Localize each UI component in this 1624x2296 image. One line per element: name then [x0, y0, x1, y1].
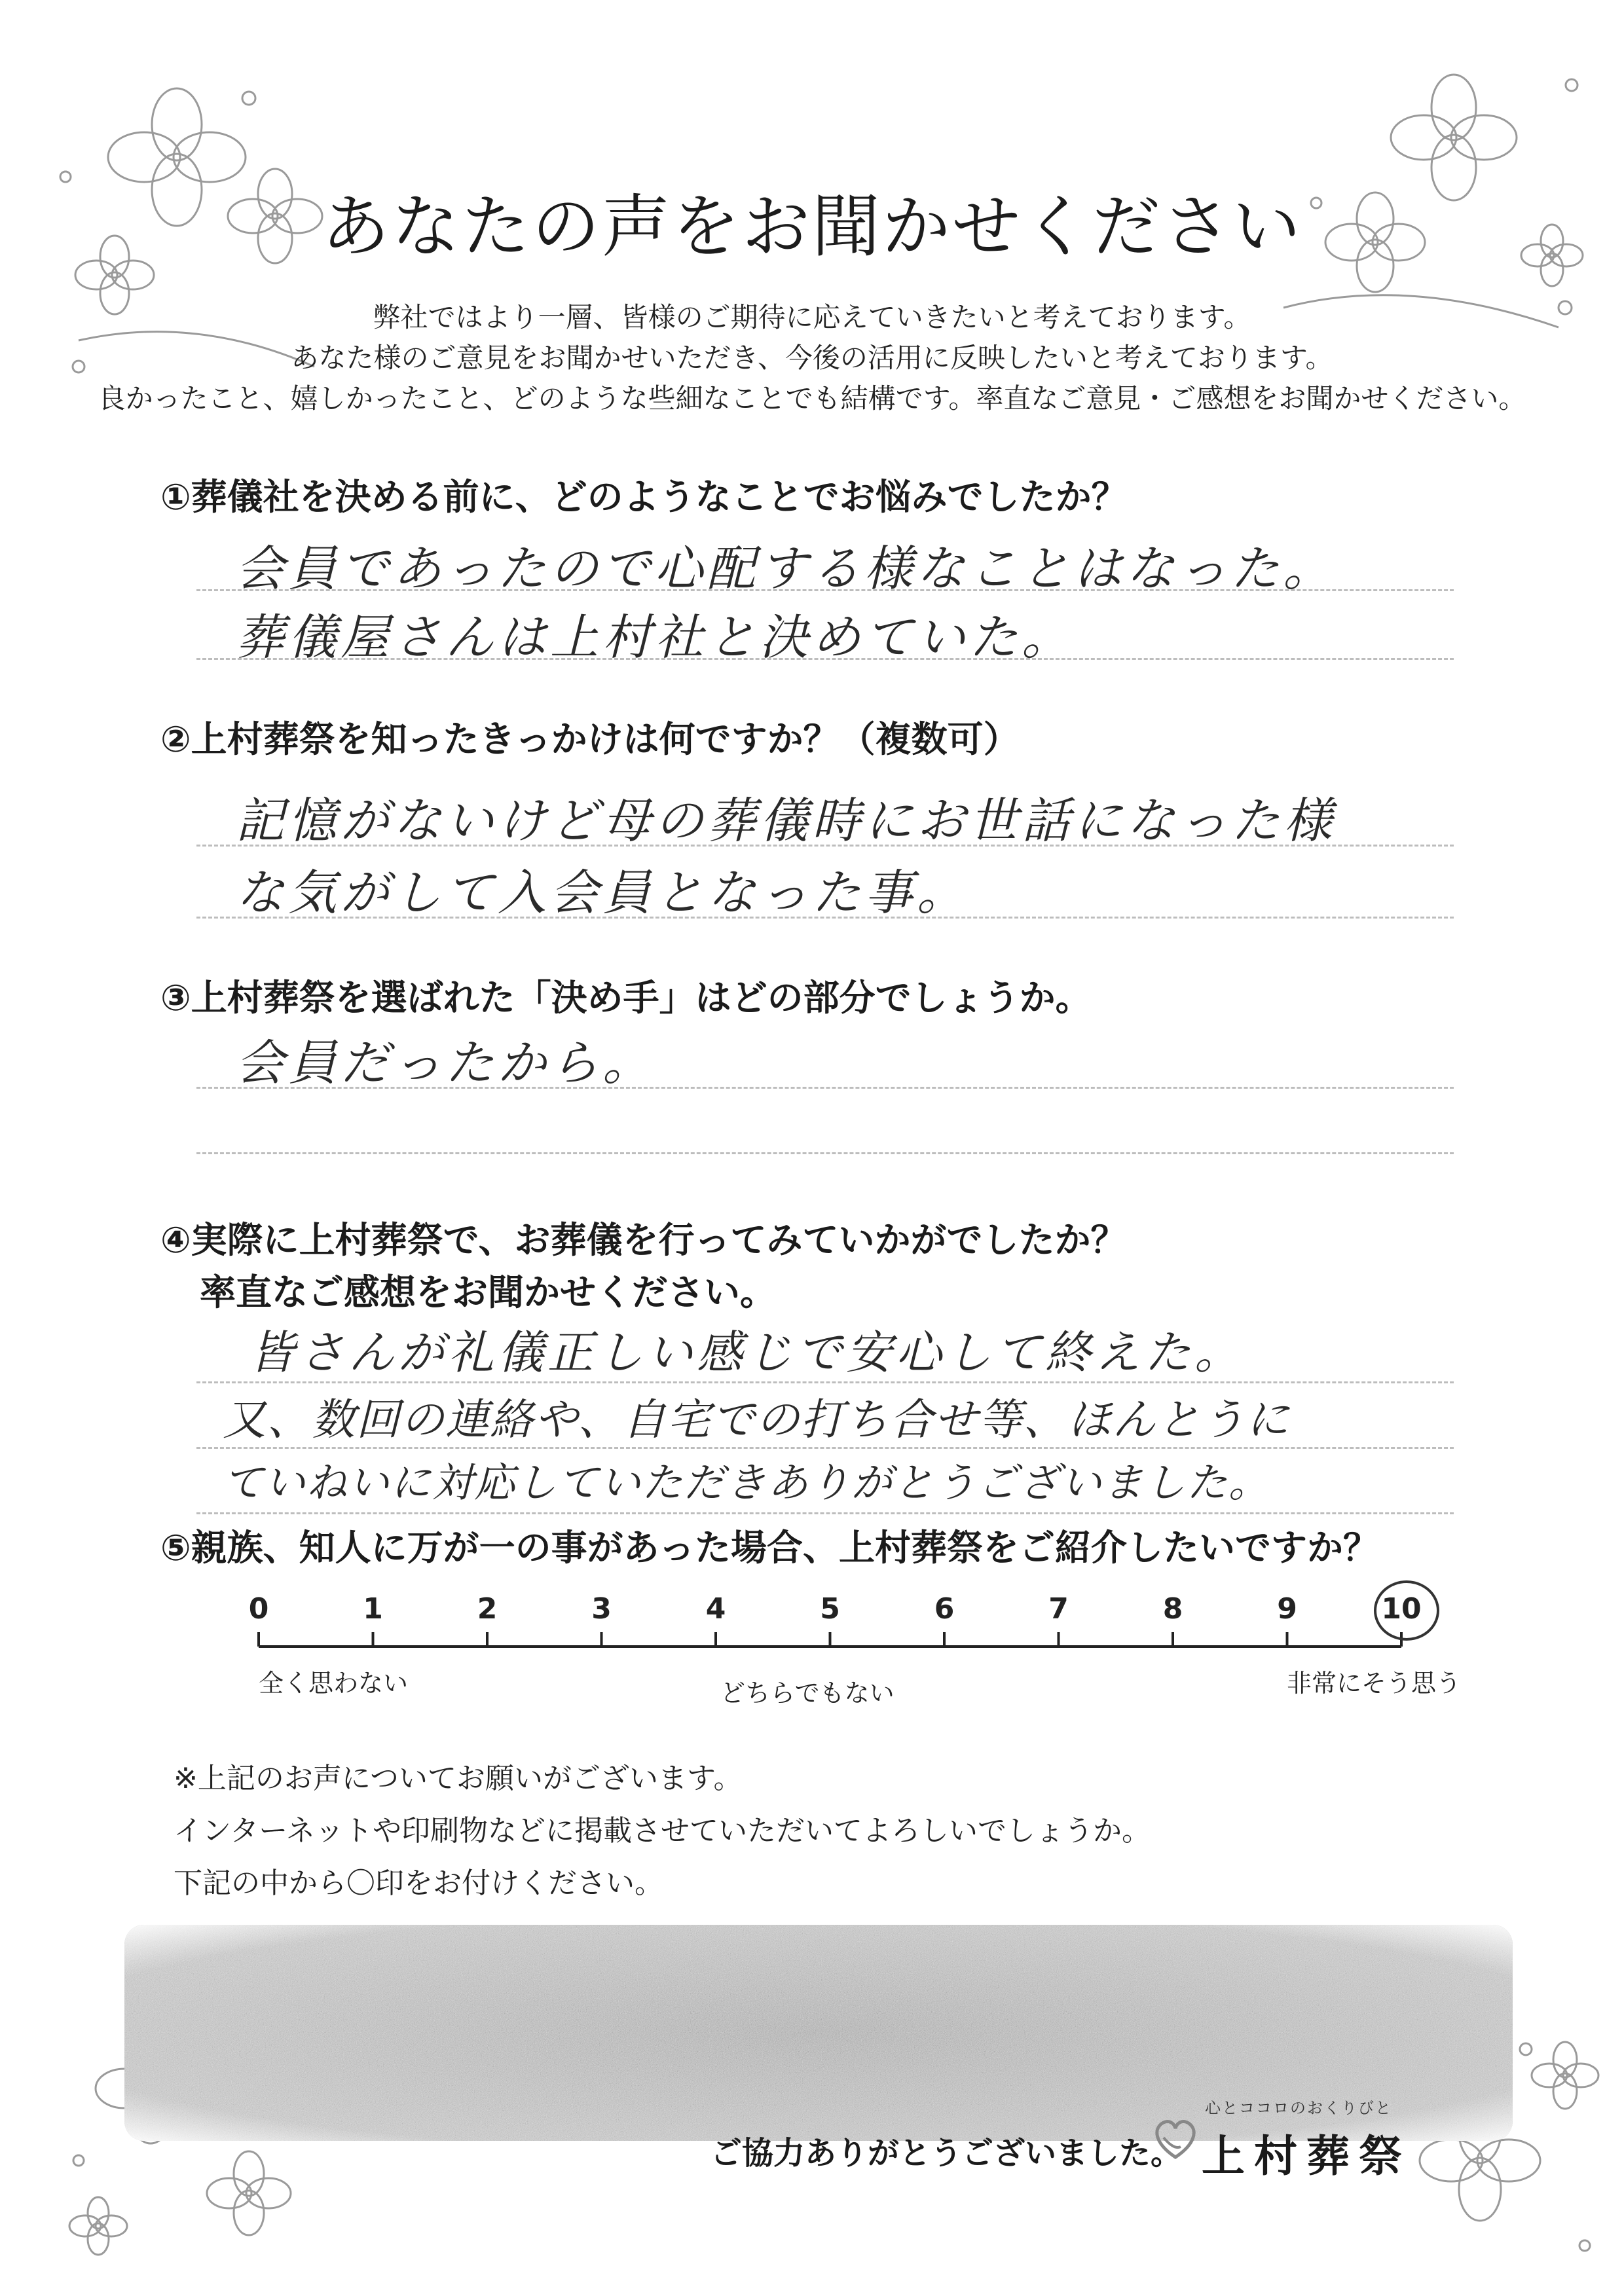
scale-number: 6 [934, 1592, 955, 1626]
scale-number: 2 [477, 1592, 498, 1626]
page-title: あなたの声をお聞かせください [321, 187, 1302, 266]
thanks-message: ご協力ありがとうございました。 [710, 2135, 1183, 2172]
clover-icon [69, 2197, 127, 2255]
scale-number: 0 [248, 1592, 269, 1626]
question-3-answer-line: 会員だったから。 [236, 1035, 655, 1091]
question-4-sublabel: 率直なご感想をお聞かせください。 [200, 1271, 777, 1313]
scale-number: 5 [820, 1592, 840, 1626]
intro-line: 弊社ではより一層、皆様のご期待に応えていきたいと考えております。 [373, 301, 1251, 333]
note-line: インターネットや印刷物などに掲載させていただいてよろしいでしょうか。 [174, 1814, 1151, 1848]
scale-number: 9 [1277, 1592, 1297, 1626]
brand-tagline: 心とココロのおくりびと [1205, 2099, 1392, 2117]
answer-line [196, 1447, 1454, 1449]
clover-icon [207, 2151, 291, 2235]
question-4-label: ④実際に上村葬祭で、お葬儀を行ってみていかがでしたか？ [160, 1219, 1127, 1261]
question-4-answer-line: ていねいに対応していただきありがとうございました。 [223, 1459, 1271, 1506]
question-5-label: ⑤親族、知人に万が一の事があった場合、上村葬祭をご紹介したいですか？ [160, 1527, 1380, 1569]
question-2-label: ②上村葬祭を知ったきっかけは何ですか？（複数可） [160, 718, 1020, 760]
note-line: ※上記のお声についてお願いがございます。 [174, 1762, 743, 1795]
question-3-label: ③上村葬祭を選ばれた「決め手」はどの部分でしょうか。 [160, 977, 1092, 1019]
question-4-answer-line: 又、数回の連絡や、自宅での打ち合せ等、ほんとうに [223, 1394, 1291, 1445]
clover-icon [1532, 2042, 1598, 2109]
question-1-answer-line: 葬儀屋さんは上村社と決めていた。 [236, 610, 1074, 666]
question-4-answer-line: 皆さんが礼儀正しい感じで安心して終えた。 [249, 1326, 1244, 1379]
note-line: 下記の中から〇印をお付けください。 [174, 1867, 663, 1900]
scale-number: 7 [1048, 1592, 1069, 1626]
question-1-label: ①葬儀社を決める前に、どのようなことでお悩みでしたか？ [160, 476, 1128, 518]
brand-name: 上村葬祭 [1202, 2131, 1411, 2181]
question-2-answer-line: 記憶がないけど母の葬儀時にお世話になった様 [236, 793, 1336, 849]
scale-mid-label: どちらでもない [720, 1679, 895, 1707]
scale-number: 10 [1381, 1592, 1422, 1626]
scale-number: 3 [591, 1592, 612, 1626]
answer-line [196, 1152, 1454, 1154]
question-1-answer-line: 会員であったので心配する様なことはなった。 [236, 541, 1336, 597]
scale-number: 8 [1162, 1592, 1183, 1626]
scale-number: 4 [705, 1592, 726, 1626]
intro-line: 良かったこと、嬉しかったこと、どのような些細なことでも結構です。率直なご意見・ご感想をお聞かせください。 [98, 382, 1526, 414]
question-2-answer-line: な気がして入会員となった事。 [236, 865, 969, 921]
heart-logo-icon [1149, 2111, 1202, 2164]
scale-number: 1 [363, 1592, 383, 1626]
answer-line [196, 1512, 1454, 1514]
intro-line: あなた様のご意見をお聞かせいただき、今後の活用に反映したいと考えております。 [291, 342, 1333, 374]
scale-left-label: 全く思わない [259, 1669, 409, 1698]
scale-right-label: 非常にそう思う [1287, 1669, 1462, 1698]
